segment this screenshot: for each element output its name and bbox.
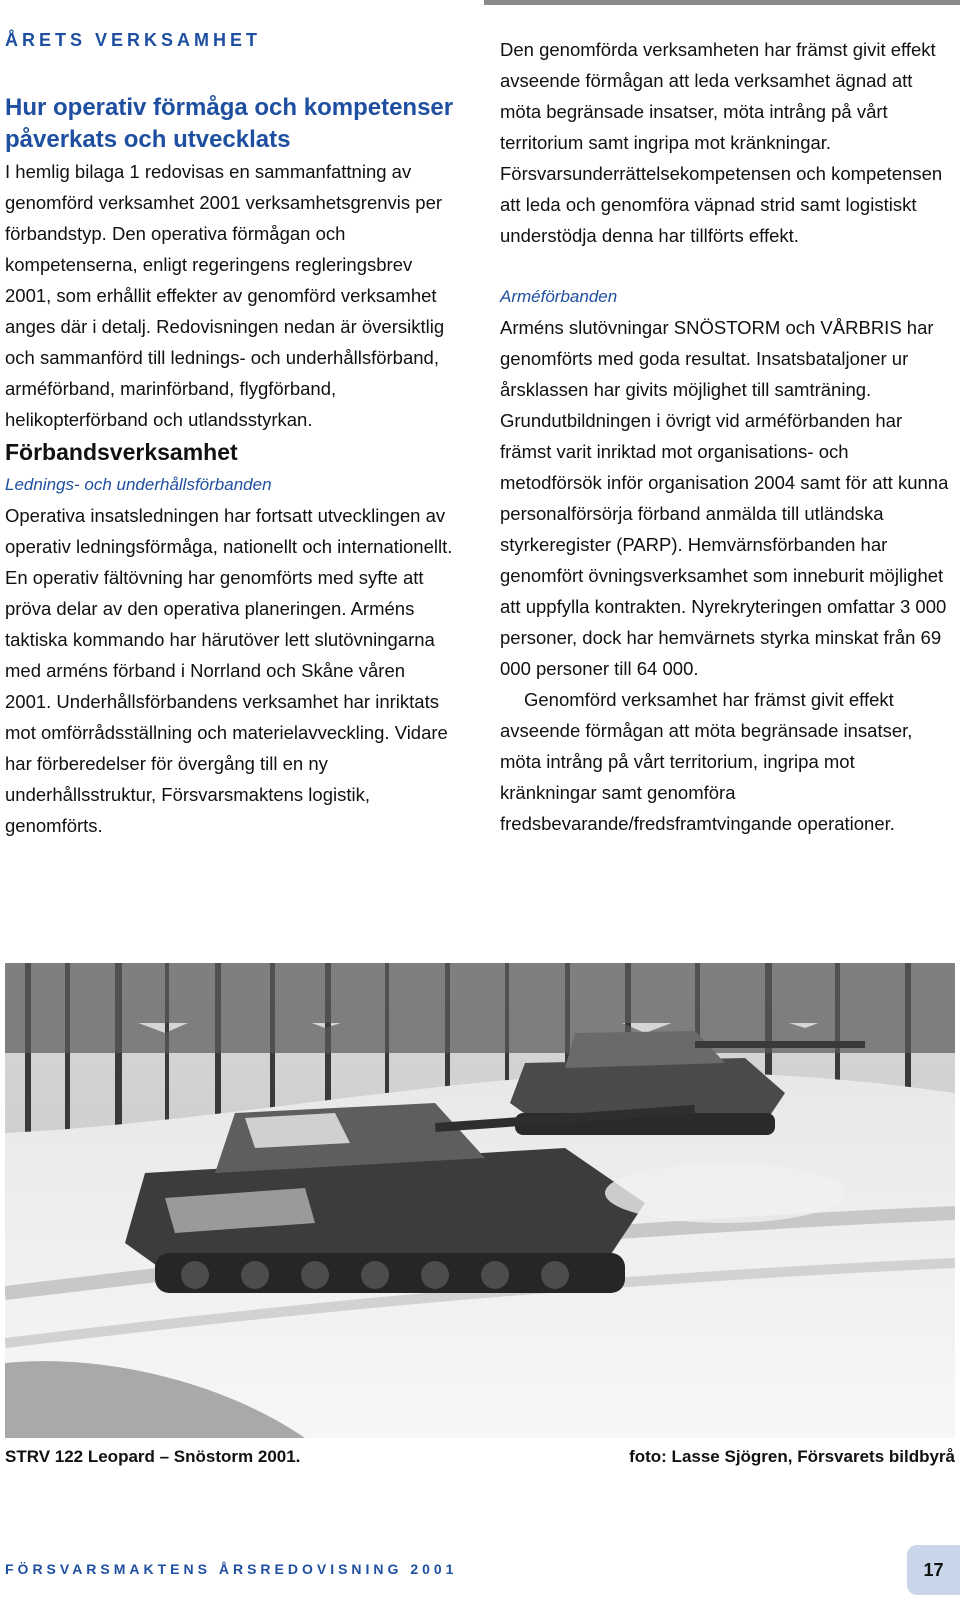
photo-credit: foto: Lasse Sjögren, Försvarets bildbyrå (629, 1447, 955, 1466)
effect-paragraph: Den genomförda verksamheten har främst givit effekt avseende förmågan att leda verksamhet ägnad att möta begränsade insatser, möta intrång på vårt territorium samt ingripa mot kränkningar. Försvarsunderrättelsekompetensen och kompetensen att leda och genomföra väpnad strid samt logistiskt understödja denna har tillförts effekt. (500, 39, 943, 246)
photo-caption: STRV 122 Leopard – Snöstorm 2001. (5, 1447, 301, 1466)
summary-paragraph: Genomförd verksamhet har främst givit effekt avseende förmågan att möta begränsade insatser, möta intrång på vårt territorium, ingripa mot kränkningar samt genomföra fredsbevarande/fredsframtvingande operationer. (500, 689, 913, 834)
subheading-armeforbanden: Arméförbanden (500, 287, 618, 306)
right-column (500, 34, 955, 839)
tank-photo-illustration (5, 963, 955, 1438)
left-column (5, 92, 455, 841)
top-rule (484, 0, 960, 5)
page-number: 17 (907, 1545, 960, 1595)
section-heading: Förbandsverksamhet (5, 439, 238, 465)
intro-paragraph: I hemlig bilaga 1 redovisas en sammanfattning av genomförd verksamhet 2001 verksamhetsgrenvis per förbandstyp. Den operativa förmågan och kompetenserna, enligt regeringens regleringsbrev 2001, som erhållit effekter av genomförd verksamhet anges där i detalj. Redovisningen nedan är översiktlig och sammanförd till lednings- och underhållsförband, arméförband, marinförband, flygförband, helikopterförband och utlandsstyrkan. (5, 161, 445, 430)
section-label: ÅRETS VERKSAMHET (5, 30, 262, 50)
footer-publication: FÖRSVARSMAKTENS ÅRSREDOVISNING 2001 (5, 1561, 458, 1577)
armeforbanden-paragraph: Arméns slutövningar SNÖSTORM och VÅRBRIS har genomförts med goda resultat. Insatsbataljoner ur årsklassen har givits möjlighet till samträning. Grundutbildningen i övrigt vid arméförbanden har främst varit inriktad mot organisations- och metodförsök inför organisation 2004 samt för att kunna personalförsörja förband anmälda till utländska styrkeregister (PARP). Hemvärnsförbanden har genomfört övningsverksamhet som inneburit möjlighet att uppfylla kontrakten. Nyrekryteringen omfattar 3 000 personer, dock har hemvärnets styrka minskat från 69 000 personer till 64 000. (500, 317, 949, 679)
article-title: Hur operativ förmåga och kompetenser påverkats och utvecklats (5, 94, 454, 153)
lednings-paragraph: Operativa insatsledningen har fortsatt utvecklingen av operativ ledningsförmåga, nationellt och internationellt. En operativ fältövning har genomförts med syfte att pröva delar av den operativa planeringen. Arméns taktiska kommando har härutöver lett slutövningarna med arméns förband i Norrland och Skåne våren 2001. Underhållsförbandens verksamhet har inriktats mot omförrådsställning och materielavveckling. Vidare har förberedelser för övergång till en ny underhållsstruktur, Försvarsmaktens logistik, genomförts. (5, 505, 453, 836)
tank-photo (5, 963, 955, 1438)
subheading-lednings: Lednings- och underhållsförbanden (5, 475, 272, 494)
